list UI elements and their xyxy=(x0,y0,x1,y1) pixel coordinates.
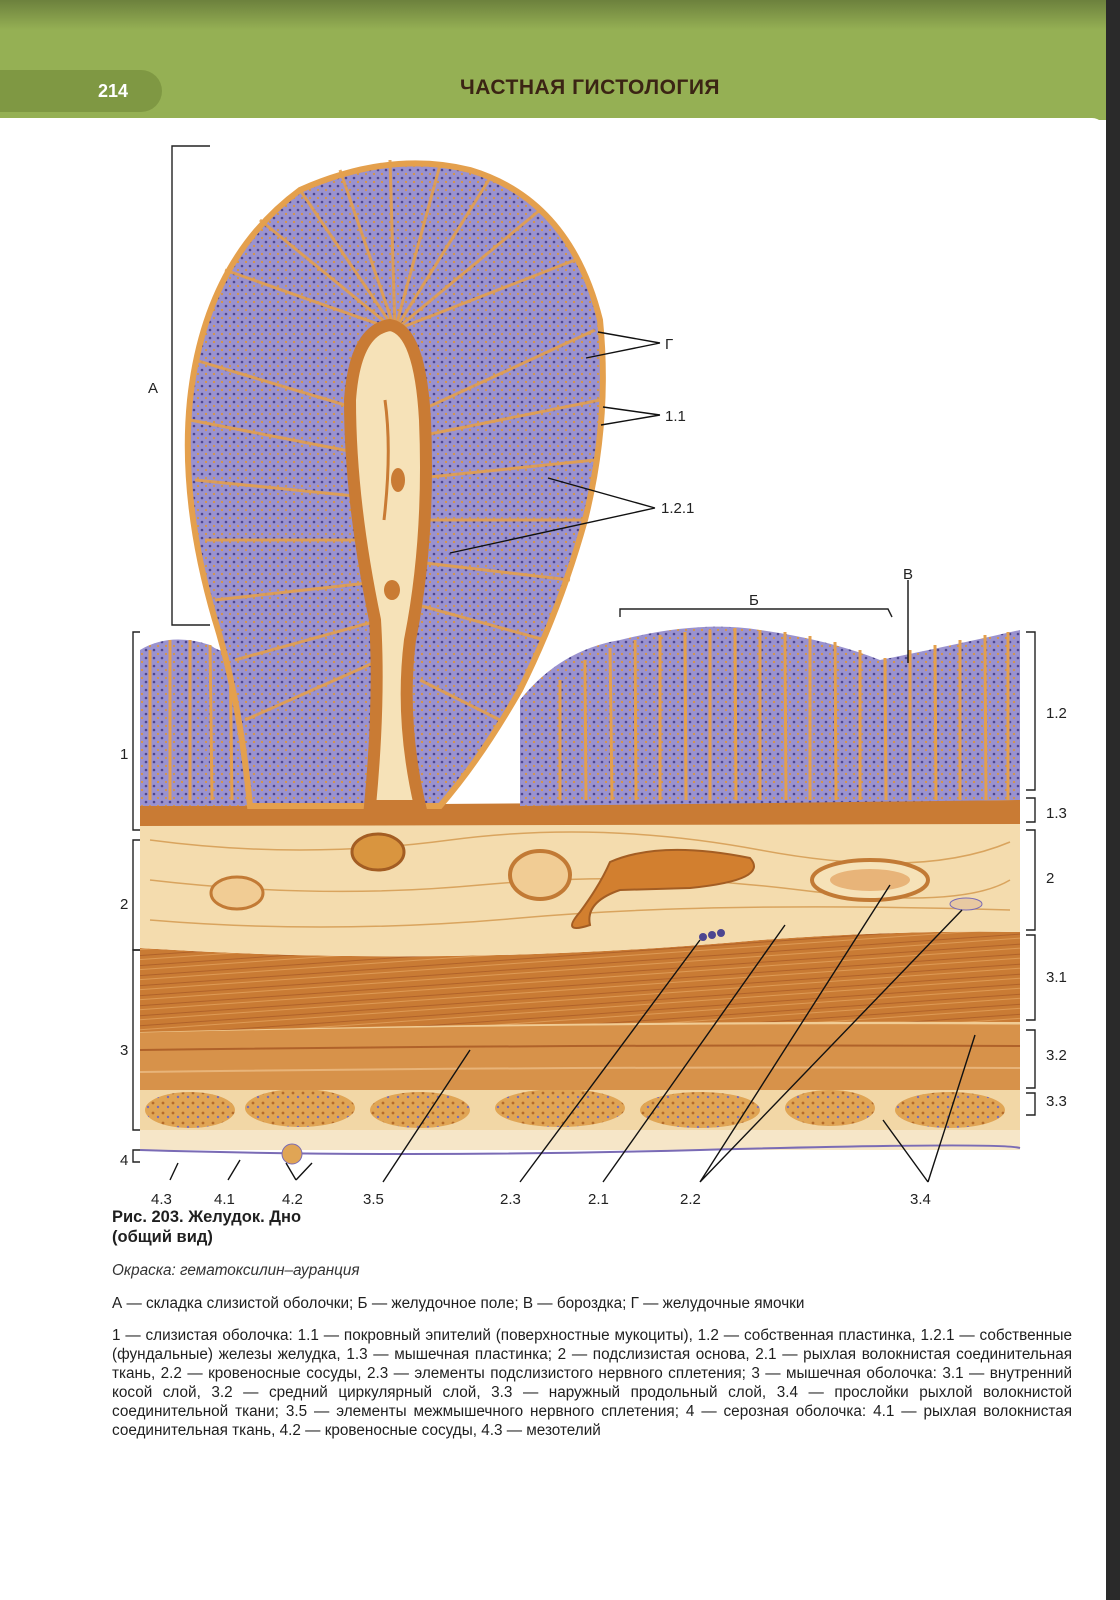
label-3-4: 3.4 xyxy=(910,1191,931,1208)
caption-number-legend: 1 — слизистая оболочка: 1.1 — покровный эпителий (поверхностные мукоциты), 1.2 — собственная пластинка, 1.2.1 — собственные (фундальные) железы желудка, 1.3 — мышечная пластинка; 2 — подслизистая основа, 2.1 — рыхлая волокнистая соединительная ткань, 2.2 — кровеносные сосуды, 2.3 — элементы подслизистого нервного сплетения; 3 — мышечная оболочка: 3.1 — внутренний косой слой, 3.2 — средний циркулярный слой, 3.3 — наружный продольный слой, 3.4 — прослойки рыхлой волокнистой соединительной ткани; 3.5 — элементы межмышечного нервного сплетения; 4 — серозная оболочка: 4.1 — рыхлая волокнистая соединительная ткань, 4.2 — кровеносные сосуды, 4.3 — мезотелий xyxy=(112,1327,1072,1439)
label-V: В xyxy=(903,566,914,583)
caption-letter-legend: А — складка слизистой оболочки; Б — желудочное поле; В — бороздка; Г — желудочные ямочки xyxy=(112,1295,805,1312)
label-4-3: 4.3 xyxy=(151,1191,172,1208)
label-4-left: 4 xyxy=(120,1152,129,1169)
caption-title-line2: (общий вид) xyxy=(112,1228,213,1246)
caption-title-line1: Рис. 203. Желудок. Дно xyxy=(112,1208,302,1226)
label-2-right: 2 xyxy=(1046,870,1055,887)
label-3-3: 3.3 xyxy=(1046,1093,1067,1110)
figure-caption-title xyxy=(112,1207,1072,1247)
label-B: Б xyxy=(749,592,759,609)
caption-stain: Окраска: гематоксилин–ауранция xyxy=(112,1262,360,1279)
label-2-2: 2.2 xyxy=(680,1191,701,1208)
label-2-1: 2.1 xyxy=(588,1191,609,1208)
label-1-1: 1.1 xyxy=(665,408,686,425)
label-4-2: 4.2 xyxy=(282,1191,303,1208)
label-1-3: 1.3 xyxy=(1046,805,1067,822)
label-A: А xyxy=(148,380,159,397)
label-3-1: 3.1 xyxy=(1046,969,1067,986)
label-3-2: 3.2 xyxy=(1046,1047,1067,1064)
running-title: ЧАСТНАЯ ГИСТОЛОГИЯ xyxy=(459,76,721,99)
serosa-layer xyxy=(140,1128,1020,1154)
label-2-left: 2 xyxy=(120,896,129,913)
label-4-1: 4.1 xyxy=(214,1191,235,1208)
label-G: Г xyxy=(665,336,674,353)
label-1-left: 1 xyxy=(120,746,129,763)
page-number: 214 xyxy=(0,70,162,112)
label-3-5: 3.5 xyxy=(363,1191,384,1208)
label-2-3: 2.3 xyxy=(500,1191,521,1208)
label-3-left: 3 xyxy=(120,1042,129,1059)
label-1-2: 1.2 xyxy=(1046,705,1067,722)
middle-circular-muscle xyxy=(140,1022,1020,1090)
label-1-2-1: 1.2.1 xyxy=(661,500,695,517)
